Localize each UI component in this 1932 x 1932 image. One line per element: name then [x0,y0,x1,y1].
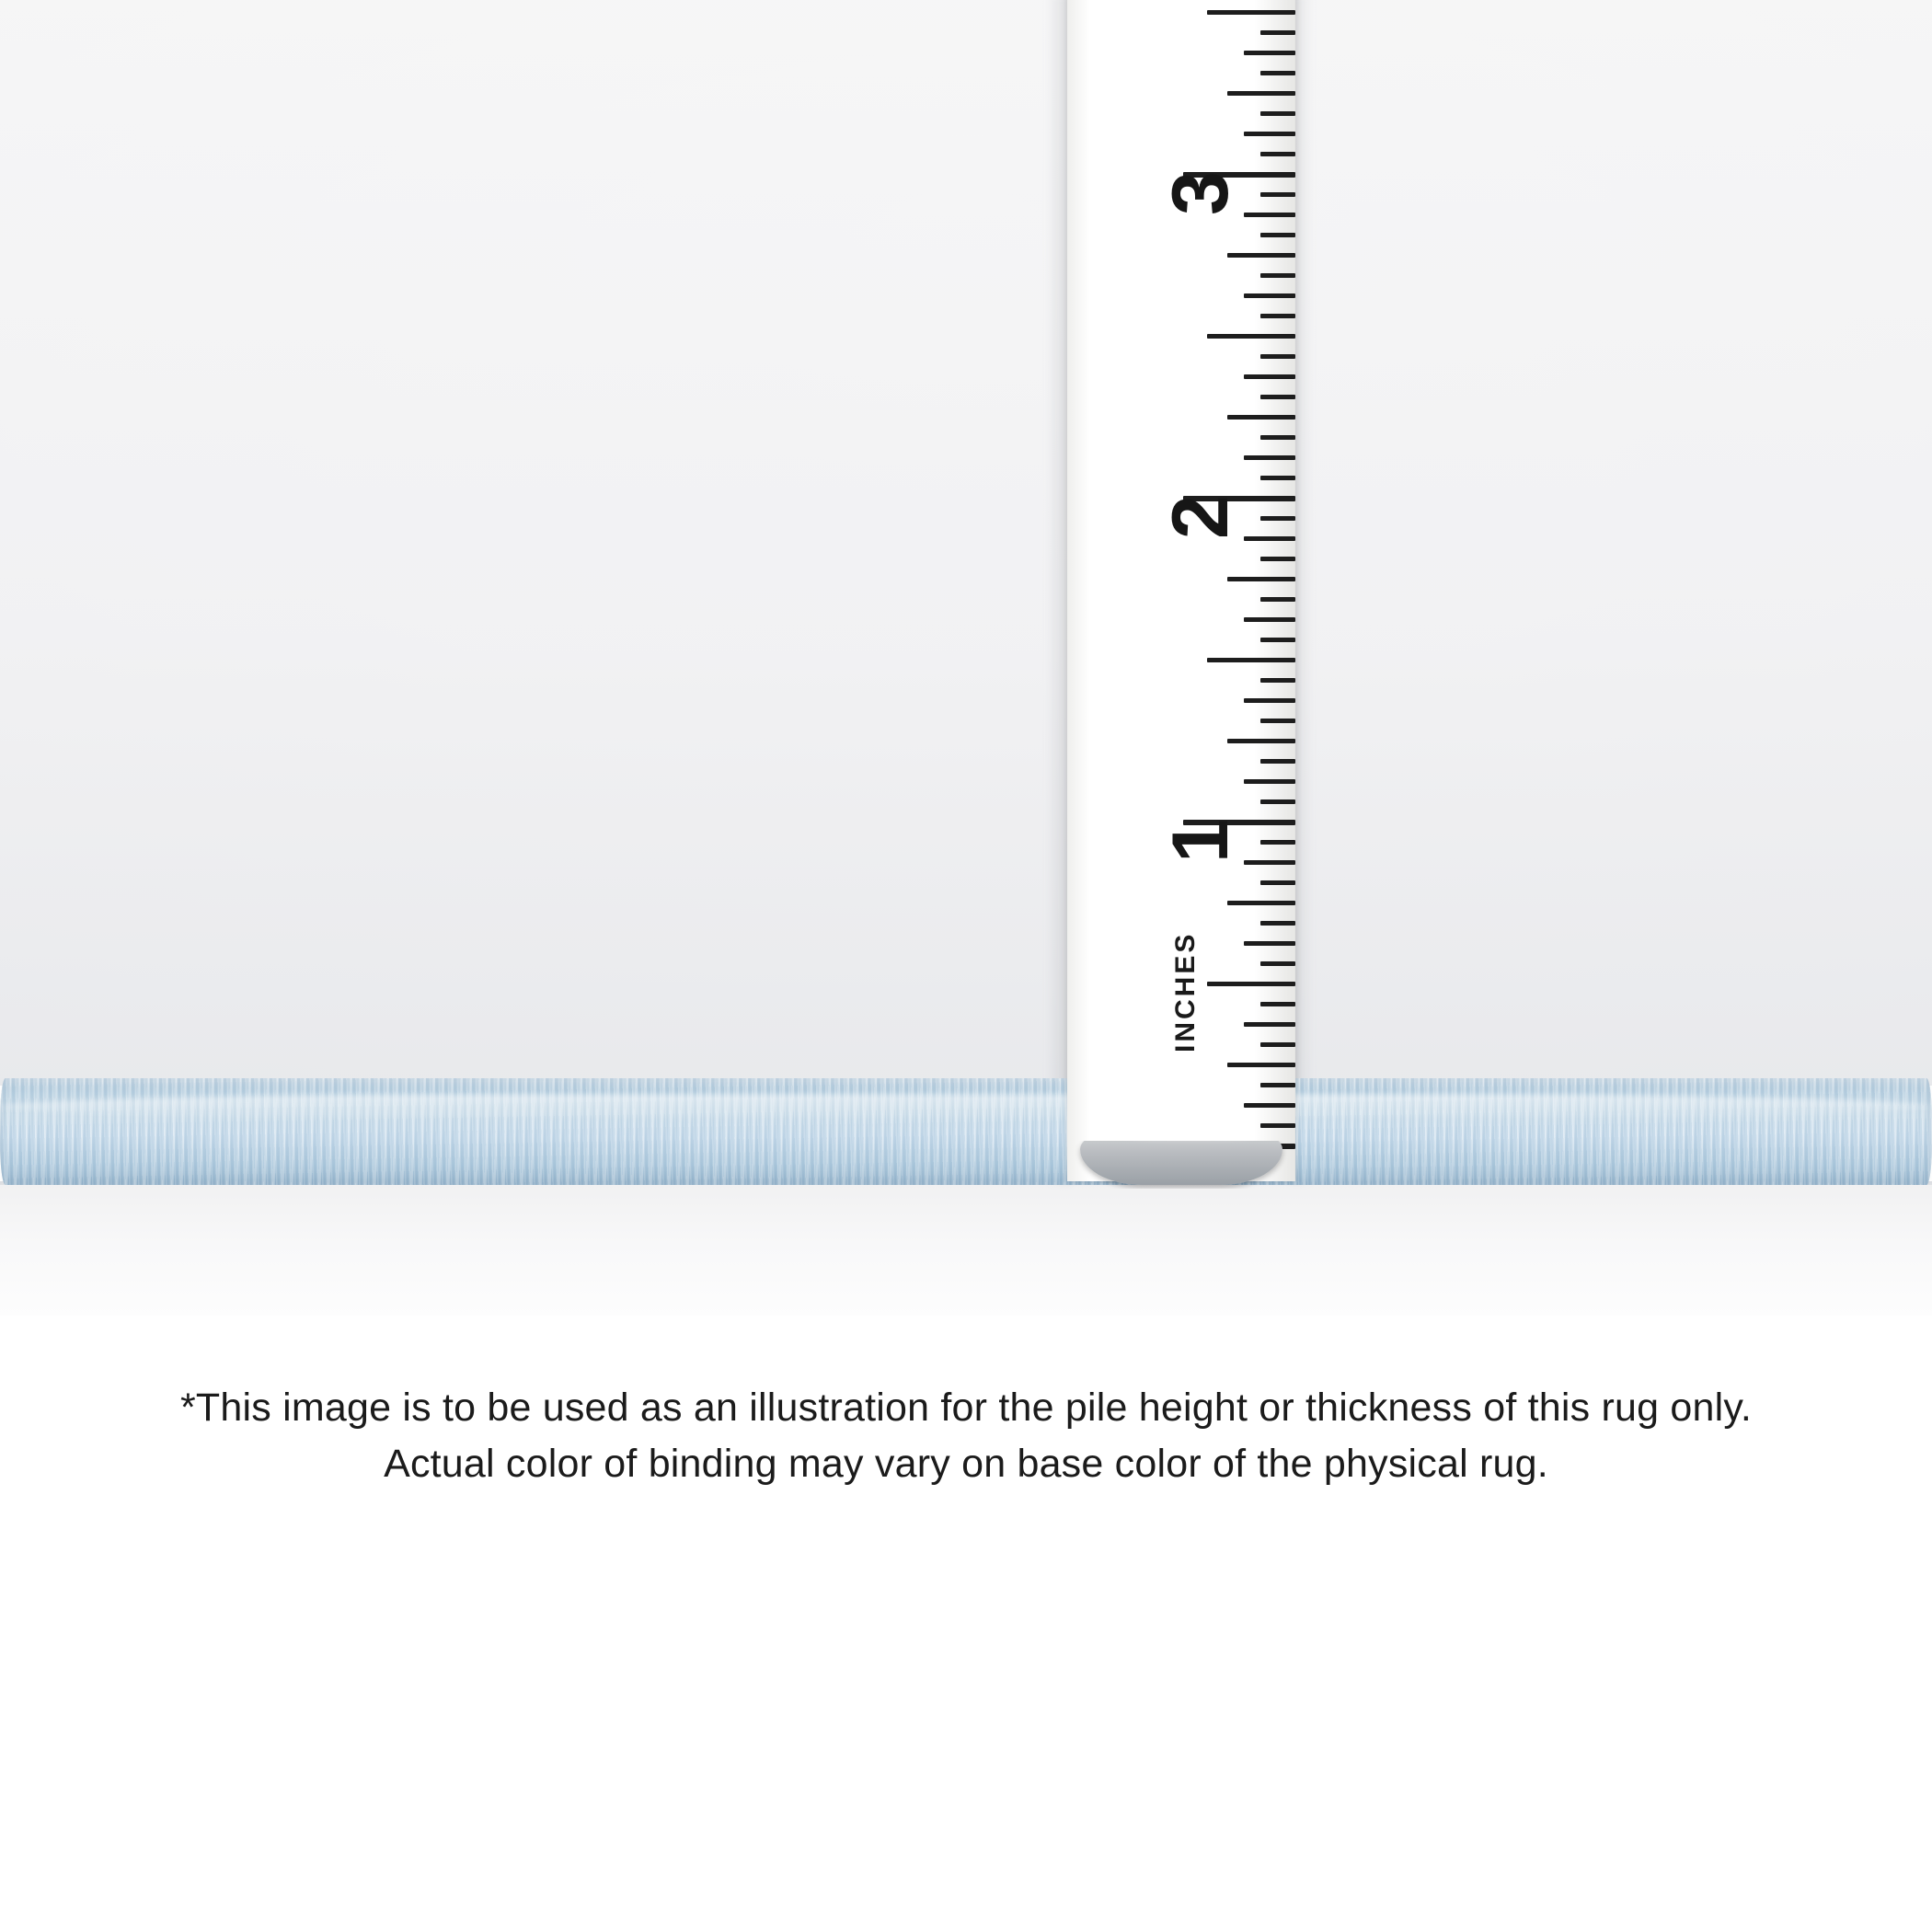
rug-binding-edge [0,1078,1932,1189]
ruler-tick [1260,1002,1295,1006]
ruler-tick [1260,71,1295,75]
ruler-tick [1207,658,1295,662]
ruler-tick [1207,334,1295,339]
ruler-tick [1227,577,1295,581]
disclaimer-caption [0,1380,1932,1492]
ruler-tick [1260,1083,1295,1087]
ruler-tick [1260,638,1295,642]
ruler-tick [1244,455,1295,460]
ruler-unit-label: INCHES [1170,931,1201,1052]
studio-floor [0,1185,1932,1316]
ruler-tick [1260,799,1295,804]
tip-metal-hook [1080,1141,1282,1185]
caption-line-1: *This image is to be used as an illustration for the pile height or thickness of this rug only. [179,1386,1753,1430]
ruler-tick [1244,941,1295,946]
ruler-tick [1227,1063,1295,1067]
ruler-tick [1260,354,1295,359]
ruler-number-2: 2 [1156,496,1245,539]
ruler-tick [1244,860,1295,865]
ruler-tick [1244,51,1295,55]
ruler-tick [1244,617,1295,622]
ruler-tick [1260,476,1295,480]
ruler-number-3: 3 [1156,172,1245,215]
ruler-tick [1260,678,1295,683]
ruler-tick [1244,374,1295,379]
ruler-tick [1244,132,1295,136]
ruler-tick [1260,880,1295,885]
tape-measure-tip [1067,1141,1295,1189]
ruler-tick [1227,253,1295,258]
ruler-tick [1260,233,1295,237]
caption-line-2: Actual color of binding may vary on base color of the physical rug. [384,1442,1548,1487]
ruler-tick [1260,30,1295,35]
ruler-tick [1260,557,1295,561]
ruler-tick [1260,759,1295,764]
ruler-tick [1244,698,1295,703]
ruler-tick [1260,961,1295,966]
ruler-number-1: 1 [1156,820,1245,863]
ruler-tick [1227,901,1295,905]
ruler-tick [1207,982,1295,986]
ruler-tick [1260,1123,1295,1128]
ruler-tick [1260,152,1295,156]
ruler-tick [1260,1042,1295,1047]
ruler-tick [1260,314,1295,318]
ruler-tick [1260,516,1295,521]
ruler-tick [1244,536,1295,541]
tip-highlight [1121,1141,1259,1143]
ruler-tick [1260,192,1295,197]
ruler-tick [1260,921,1295,926]
ruler-tick [1260,719,1295,723]
tape-measure-ruler [1067,0,1295,1181]
ruler-tick [1227,415,1295,420]
ruler-tick [1244,293,1295,298]
ruler-tick [1244,1103,1295,1108]
ruler-tick [1244,213,1295,217]
ruler-tick [1260,111,1295,116]
ruler-tick [1260,435,1295,440]
ruler-tick [1244,779,1295,784]
ruler-tick [1260,273,1295,278]
ruler-tick [1244,1022,1295,1027]
ruler-tick [1260,597,1295,602]
rug-specular-highlight [0,1095,1932,1119]
ruler-tick [1227,739,1295,743]
ruler-tick [1207,10,1295,15]
ruler-tick [1260,840,1295,845]
ruler-tick [1260,395,1295,399]
ruler-tick [1227,91,1295,96]
